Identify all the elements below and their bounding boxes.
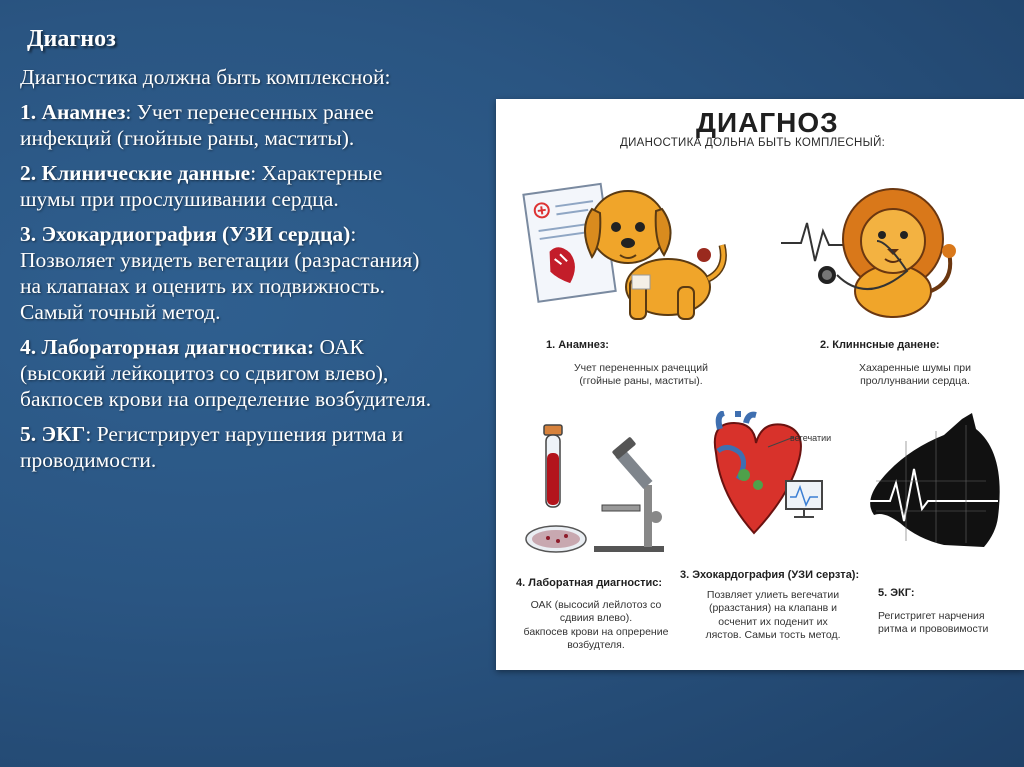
clinical-text: : Характерные шумы при прослушивании сердца. (20, 161, 383, 211)
lab-text: ОАК (высокий лейкоцитоз со сдвигом влево), бакпосев крови на определение возбудителя. (20, 335, 432, 411)
clinical-line-2: проллунвании сердца. (860, 375, 970, 387)
intro-text: Диагностика должна быть комплексной: (20, 65, 391, 89)
echo-heading: 3. Эхокардография (УЗИ серзта): (680, 569, 860, 581)
heart-echo-illustration (694, 411, 864, 561)
text-column (20, 64, 440, 482)
clinical-heading: 2. Клиннсные данене: (820, 339, 940, 351)
infographic-lab (516, 577, 676, 653)
infographic-title: ДИАГНОЗ (696, 107, 839, 138)
anamnesis-text: : Учет перенесенных ранее инфекций (гнойные раны, маститы). (20, 100, 374, 150)
echo-line-3: осченит их поденит их (718, 615, 828, 628)
lab-label: 4. Лабораторная диагностика: (20, 335, 315, 359)
paragraph-clinical (20, 160, 440, 212)
lab-heading: 4. Лаборатная диагностис: (516, 577, 663, 589)
echo-label: 3. Эхокардиография (УЗИ сердца) (20, 222, 351, 246)
clinical-label: 2. Клинические данные (20, 161, 251, 185)
lab-line-1: ОАК (высосий лейлотоз со (530, 598, 662, 611)
infographic-clinical (820, 339, 1010, 389)
lab-line-4: возбудтеля. (567, 639, 625, 651)
paragraph-lab (20, 334, 440, 412)
lab-line-2: сдвиия влево). (559, 612, 633, 624)
ecg-label: 5. ЭКГ (20, 422, 86, 446)
paragraph-ecg (20, 421, 440, 473)
anamnesis-heading: 1. Анамнез: (546, 339, 609, 351)
diagnosis-infographic (496, 99, 1024, 670)
heart-vegetation-label: вегечатии (790, 433, 832, 443)
lion-stethoscope-illustration (781, 181, 981, 321)
infographic-echo (680, 569, 866, 643)
ecg-heading: 5. ЭКГ: (878, 587, 915, 599)
paragraph-anamnesis (20, 99, 440, 151)
horse-ecg-illustration (856, 411, 1006, 561)
echo-line-2: (рразстания) на клапанв и (708, 602, 838, 614)
anamnesis-label: 1. Анамнез (20, 100, 126, 124)
ecg-line-1: Регистригет нарчения (878, 609, 985, 622)
paragraph-intro (20, 64, 440, 90)
ecg-text: : Регистрирует нарушения ритма и проводимости. (20, 422, 404, 472)
infographic-subtitle: ДИАНОСТИКА ДОЛЬНА БЫТЬ КОМПЛЕСНЫЙ: (620, 137, 886, 149)
slide-title: Диагноз (27, 26, 116, 52)
echo-text: : Позволяет увидеть вегетации (разрастания) на клапанах и оценить их подвижность. Самый точный метод. (20, 222, 420, 324)
lab-test-tube-microscope-illustration (518, 421, 678, 563)
anamnesis-line-1: Учет перененных рачецций (573, 361, 709, 374)
infographic-anamnesis (546, 339, 736, 389)
infographic-ecg (878, 587, 1018, 637)
lab-line-3: бакпосев крови на опререние (523, 625, 669, 638)
paragraph-echo (20, 221, 440, 325)
echo-line-4: лястов. Самьи тость метод. (705, 629, 841, 641)
ecg-line-2: ритма и прововимости (878, 623, 989, 635)
clinical-line-1: Хахаренные шумы при (858, 361, 972, 374)
dog-medical-record-illustration (518, 169, 728, 329)
echo-line-1: Позвляет улиеть вегечатии (706, 588, 840, 601)
anamnesis-line-2: (ггойные раны, маститы). (579, 375, 703, 387)
